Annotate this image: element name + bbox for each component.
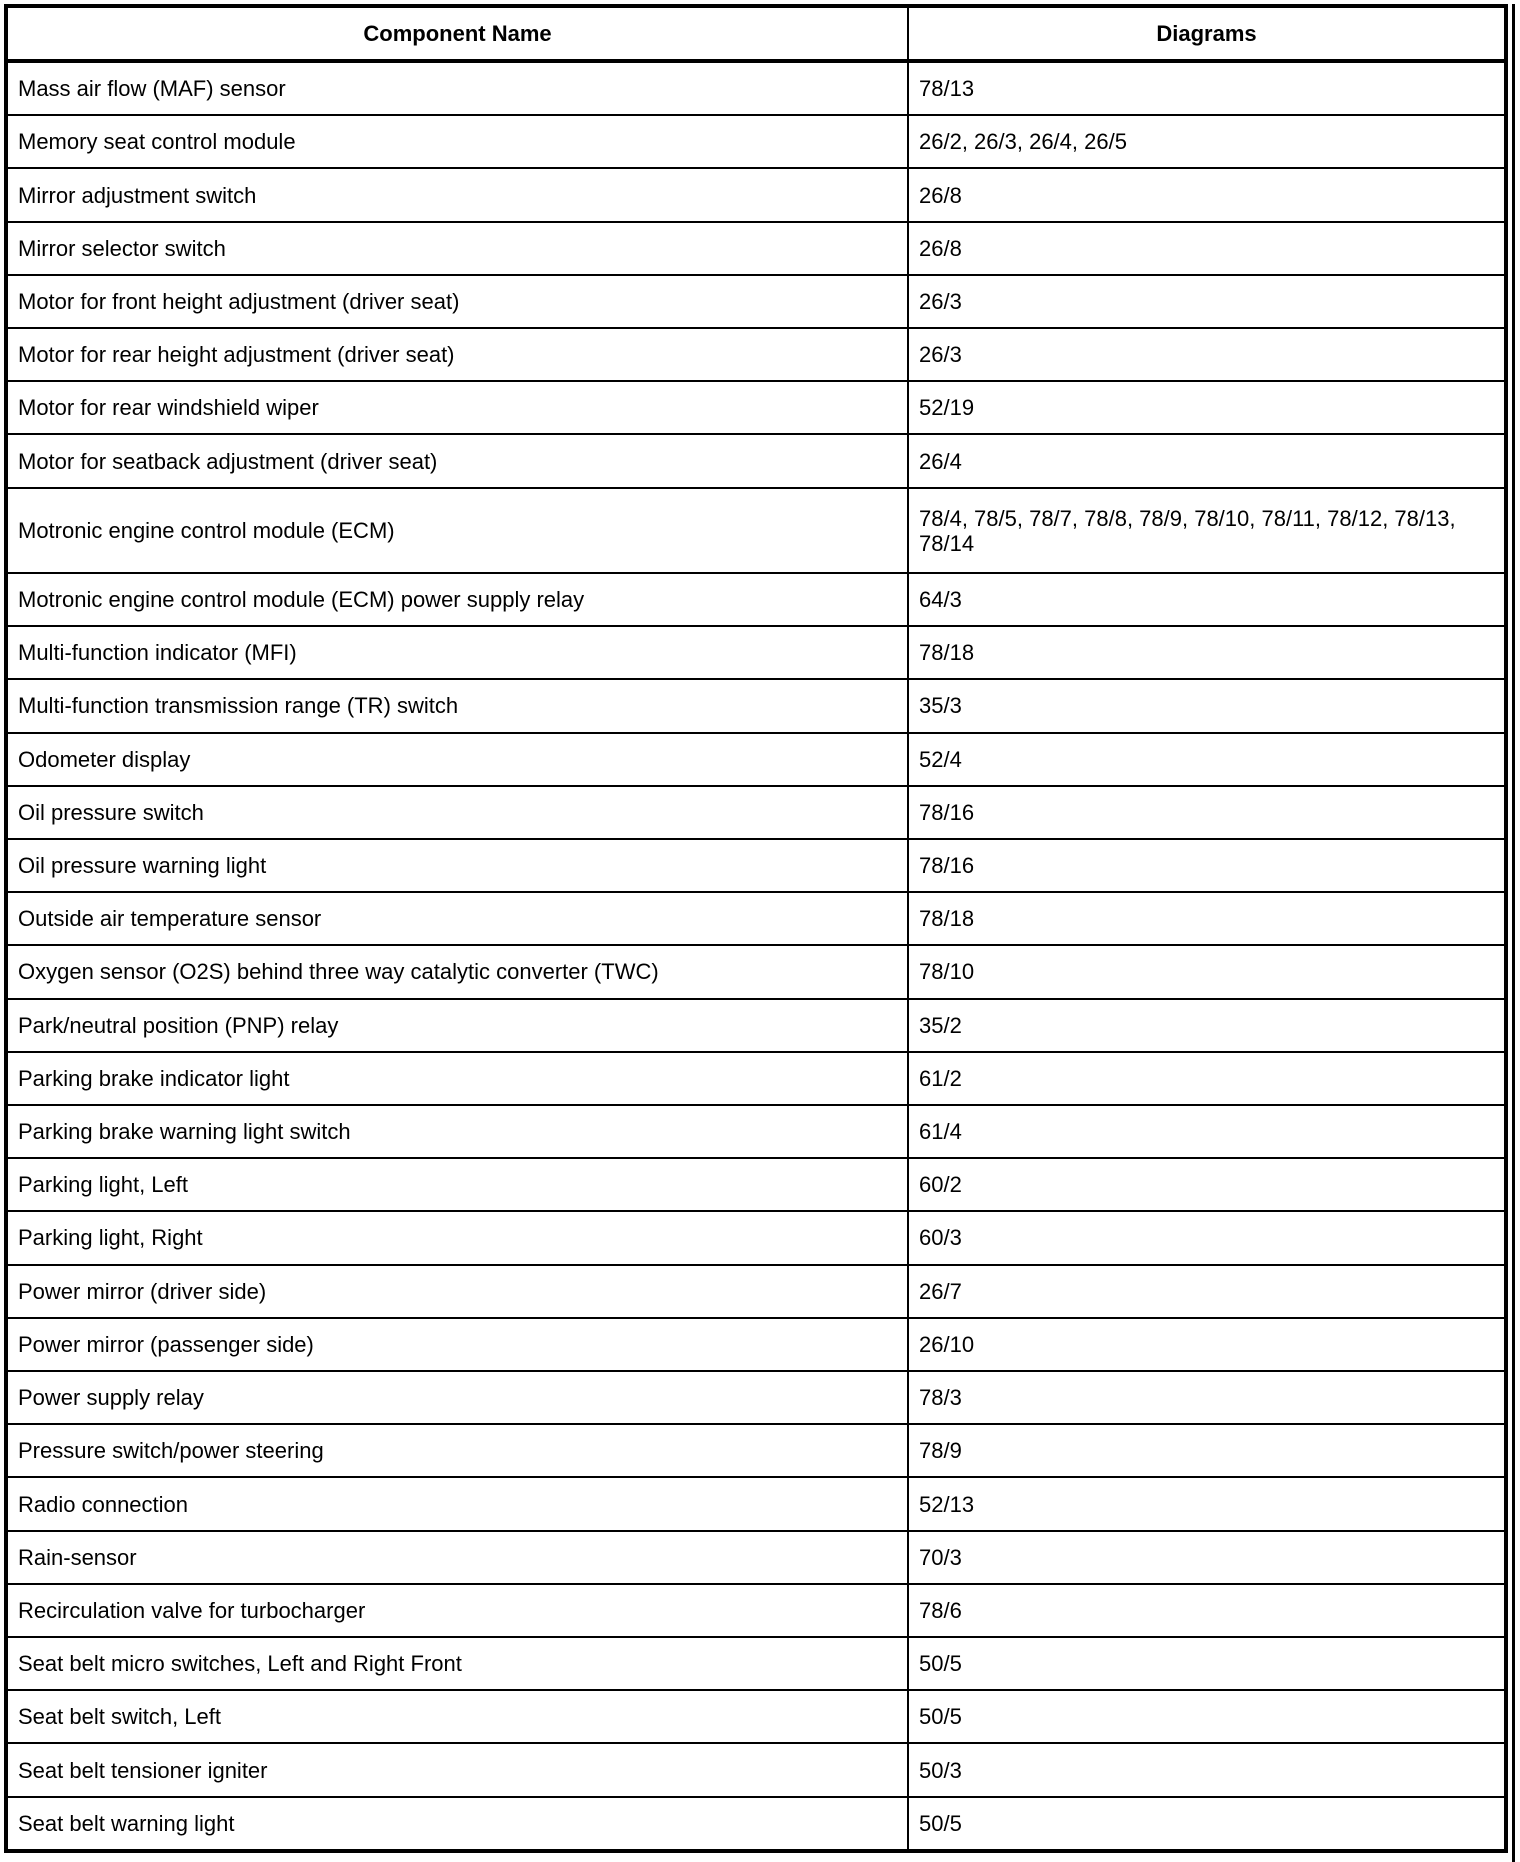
table-row — [8, 1584, 1504, 1637]
column-header-component-name: Component Name — [8, 8, 908, 61]
component-name-cell: Multi-function transmission range (TR) switch — [8, 679, 908, 732]
table-row — [8, 1158, 1504, 1211]
diagrams-cell: 26/10 — [908, 1318, 1504, 1371]
page-edge-rule — [1512, 4, 1515, 1862]
diagrams-cell: 78/18 — [908, 626, 1504, 679]
diagrams-cell: 35/2 — [908, 999, 1504, 1052]
component-diagram-table — [8, 8, 1504, 1849]
component-name-cell: Outside air temperature sensor — [8, 892, 908, 945]
table-row — [8, 1690, 1504, 1743]
component-name-cell: Oil pressure switch — [8, 786, 908, 839]
diagrams-cell: 60/3 — [908, 1211, 1504, 1264]
component-name-cell: Mirror selector switch — [8, 222, 908, 275]
component-diagram-table-frame — [4, 4, 1508, 1853]
diagrams-cell: 26/8 — [908, 168, 1504, 221]
diagrams-cell: 78/13 — [908, 61, 1504, 115]
diagrams-cell: 35/3 — [908, 679, 1504, 732]
component-name-cell: Motor for rear windshield wiper — [8, 381, 908, 434]
diagrams-cell: 26/2, 26/3, 26/4, 26/5 — [908, 115, 1504, 168]
component-name-cell: Pressure switch/power steering — [8, 1424, 908, 1477]
component-name-cell: Parking brake indicator light — [8, 1052, 908, 1105]
table-row — [8, 679, 1504, 732]
diagrams-cell: 26/4 — [908, 434, 1504, 487]
diagrams-cell: 78/16 — [908, 786, 1504, 839]
diagrams-cell: 64/3 — [908, 573, 1504, 626]
component-name-cell: Parking light, Left — [8, 1158, 908, 1211]
diagrams-cell: 61/4 — [908, 1105, 1504, 1158]
component-name-cell: Mass air flow (MAF) sensor — [8, 61, 908, 115]
diagrams-cell: 50/5 — [908, 1797, 1504, 1849]
component-name-cell: Motor for seatback adjustment (driver seat) — [8, 434, 908, 487]
diagrams-cell: 26/8 — [908, 222, 1504, 275]
diagrams-cell: 26/3 — [908, 275, 1504, 328]
diagrams-cell: 78/4, 78/5, 78/7, 78/8, 78/9, 78/10, 78/11, 78/12, 78/13, 78/14 — [908, 488, 1504, 573]
table-row — [8, 1318, 1504, 1371]
diagrams-cell: 52/13 — [908, 1477, 1504, 1530]
component-name-cell: Power supply relay — [8, 1371, 908, 1424]
table-row — [8, 733, 1504, 786]
table-row — [8, 1637, 1504, 1690]
table-row — [8, 892, 1504, 945]
table-row — [8, 945, 1504, 998]
diagrams-cell: 61/2 — [908, 1052, 1504, 1105]
component-name-cell: Seat belt warning light — [8, 1797, 908, 1849]
diagrams-cell: 70/3 — [908, 1531, 1504, 1584]
component-name-cell: Oxygen sensor (O2S) behind three way catalytic converter (TWC) — [8, 945, 908, 998]
table-row — [8, 381, 1504, 434]
component-name-cell: Power mirror (passenger side) — [8, 1318, 908, 1371]
component-name-cell: Rain-sensor — [8, 1531, 908, 1584]
table-row — [8, 1743, 1504, 1796]
component-name-cell: Mirror adjustment switch — [8, 168, 908, 221]
component-name-cell: Motronic engine control module (ECM) — [8, 488, 908, 573]
table-row — [8, 626, 1504, 679]
diagrams-cell: 78/10 — [908, 945, 1504, 998]
diagrams-cell: 50/5 — [908, 1637, 1504, 1690]
table-row — [8, 168, 1504, 221]
component-name-cell: Seat belt tensioner igniter — [8, 1743, 908, 1796]
diagrams-cell: 78/6 — [908, 1584, 1504, 1637]
component-name-cell: Recirculation valve for turbocharger — [8, 1584, 908, 1637]
table-row — [8, 434, 1504, 487]
table-row — [8, 1265, 1504, 1318]
table-row — [8, 275, 1504, 328]
component-name-cell: Odometer display — [8, 733, 908, 786]
component-name-cell: Motor for rear height adjustment (driver seat) — [8, 328, 908, 381]
diagrams-cell: 78/3 — [908, 1371, 1504, 1424]
table-row — [8, 573, 1504, 626]
component-name-cell: Motor for front height adjustment (driver seat) — [8, 275, 908, 328]
table-row — [8, 1211, 1504, 1264]
table-row — [8, 1477, 1504, 1530]
component-name-cell: Parking brake warning light switch — [8, 1105, 908, 1158]
column-header-diagrams: Diagrams — [908, 8, 1504, 61]
component-name-cell: Park/neutral position (PNP) relay — [8, 999, 908, 1052]
component-name-cell: Seat belt switch, Left — [8, 1690, 908, 1743]
diagrams-cell: 60/2 — [908, 1158, 1504, 1211]
table-row — [8, 1797, 1504, 1849]
table-row — [8, 786, 1504, 839]
component-name-cell: Multi-function indicator (MFI) — [8, 626, 908, 679]
diagrams-cell: 52/19 — [908, 381, 1504, 434]
component-name-cell: Radio connection — [8, 1477, 908, 1530]
component-name-cell: Parking light, Right — [8, 1211, 908, 1264]
diagrams-cell: 78/9 — [908, 1424, 1504, 1477]
diagrams-cell: 26/3 — [908, 328, 1504, 381]
table-row — [8, 222, 1504, 275]
component-name-cell: Memory seat control module — [8, 115, 908, 168]
table-row — [8, 488, 1504, 573]
diagrams-cell: 52/4 — [908, 733, 1504, 786]
diagrams-cell: 50/5 — [908, 1690, 1504, 1743]
table-row — [8, 328, 1504, 381]
table-row — [8, 115, 1504, 168]
diagrams-cell: 78/18 — [908, 892, 1504, 945]
table-row — [8, 61, 1504, 115]
component-name-cell: Motronic engine control module (ECM) power supply relay — [8, 573, 908, 626]
component-name-cell: Seat belt micro switches, Left and Right Front — [8, 1637, 908, 1690]
component-name-cell: Power mirror (driver side) — [8, 1265, 908, 1318]
table-row — [8, 839, 1504, 892]
table-row — [8, 1531, 1504, 1584]
table-header-row — [8, 8, 1504, 61]
diagrams-cell: 26/7 — [908, 1265, 1504, 1318]
table-body — [8, 61, 1504, 1849]
table-row — [8, 999, 1504, 1052]
table-row — [8, 1424, 1504, 1477]
component-name-cell: Oil pressure warning light — [8, 839, 908, 892]
table-row — [8, 1052, 1504, 1105]
table-row — [8, 1105, 1504, 1158]
diagrams-cell: 50/3 — [908, 1743, 1504, 1796]
diagrams-cell: 78/16 — [908, 839, 1504, 892]
table-row — [8, 1371, 1504, 1424]
